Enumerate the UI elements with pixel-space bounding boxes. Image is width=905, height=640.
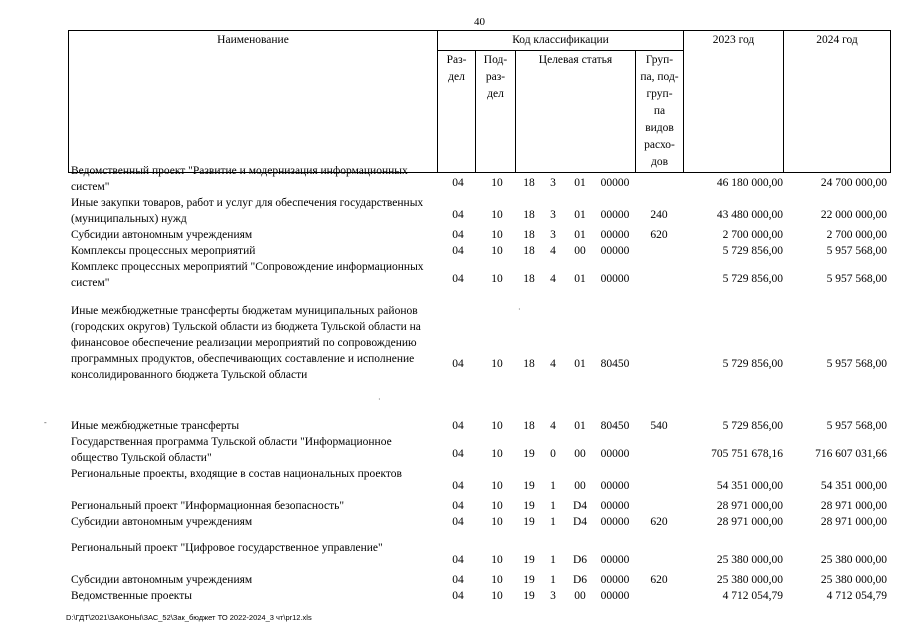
target-code-cell: 18 xyxy=(523,209,535,221)
page-number: 40 xyxy=(474,16,485,28)
section-cell: 04 xyxy=(452,574,464,586)
header-2023: 2023 год xyxy=(684,31,784,173)
section-cell: 04 xyxy=(452,500,464,512)
amount-2024-cell: 5 957 568,00 xyxy=(826,358,887,370)
subsection-cell: 10 xyxy=(491,358,503,370)
table-row xyxy=(68,514,892,530)
target-code-cell: 19 xyxy=(523,554,535,566)
section-cell: 04 xyxy=(452,229,464,241)
row-name: Комплексы процессных мероприятий xyxy=(71,245,256,257)
amount-2024-cell: 716 607 031,66 xyxy=(815,448,887,460)
target-code-cell: 1 xyxy=(550,480,556,492)
target-code-cell: 00000 xyxy=(600,480,630,492)
target-code-cell: D6 xyxy=(572,574,588,586)
row-name: Региональный проект "Цифровое государственное управление" xyxy=(71,542,383,554)
table-row xyxy=(68,540,892,572)
amount-2024-cell: 5 957 568,00 xyxy=(826,273,887,285)
row-name: Субсидии автономным учреждениям xyxy=(71,574,253,586)
table-row xyxy=(68,434,892,466)
amount-2023-cell: 4 712 054,79 xyxy=(722,590,783,602)
target-code-cell: 0 xyxy=(550,448,556,460)
section-cell: 04 xyxy=(452,516,464,528)
subsection-cell: 10 xyxy=(491,273,503,285)
amount-2024-cell: 5 957 568,00 xyxy=(826,245,887,257)
target-code-cell: 01 xyxy=(574,273,586,285)
amount-2024-cell: 2 700 000,00 xyxy=(826,229,887,241)
amount-2023-cell: 28 971 000,00 xyxy=(716,516,783,528)
amount-2024-cell: 28 971 000,00 xyxy=(820,516,887,528)
target-code-cell: 3 xyxy=(550,177,556,189)
target-code-cell: 00000 xyxy=(600,554,630,566)
target-code-cell: 00000 xyxy=(600,574,630,586)
target-code-cell: 00000 xyxy=(600,448,630,460)
row-name: Субсидии автономным учреждениям xyxy=(71,516,253,528)
row-name: Иные закупки товаров, работ и услуг для обеспечения государственных (муниципальных) нужд xyxy=(71,197,424,225)
header-section: Раз- дел xyxy=(438,51,476,173)
subsection-cell: 10 xyxy=(491,420,503,432)
section-cell: 04 xyxy=(452,177,464,189)
header-group: Груп- па, под- груп- па видов расхо- дов xyxy=(636,51,684,173)
subsection-cell: 10 xyxy=(491,229,503,241)
subsection-cell: 10 xyxy=(491,516,503,528)
amount-2024-cell: 24 700 000,00 xyxy=(820,177,887,189)
amount-2024-cell: 25 380 000,00 xyxy=(820,554,887,566)
target-code-cell: 4 xyxy=(550,420,556,432)
amount-2023-cell: 5 729 856,00 xyxy=(722,420,783,432)
target-code-cell: 00 xyxy=(574,245,586,257)
subsection-cell: 10 xyxy=(491,590,503,602)
target-code-cell: 80450 xyxy=(600,420,630,432)
amount-2023-cell: 54 351 000,00 xyxy=(716,480,783,492)
section-cell: 04 xyxy=(452,273,464,285)
amount-2023-cell: 705 751 678,16 xyxy=(711,448,783,460)
table-row xyxy=(68,259,892,291)
amount-2024-cell: 5 957 568,00 xyxy=(826,420,887,432)
target-code-cell: 1 xyxy=(550,554,556,566)
target-code-cell: 19 xyxy=(523,480,535,492)
scan-speck: - xyxy=(44,418,47,427)
target-code-cell: 00 xyxy=(574,590,586,602)
target-code-cell: 19 xyxy=(523,516,535,528)
section-cell: 04 xyxy=(452,245,464,257)
target-code-cell: 3 xyxy=(550,590,556,602)
row-name: Иные межбюджетные трансферты xyxy=(71,420,240,432)
row-name: Иные межбюджетные трансферты бюджетам муниципальных районов (городских округов) Тульской области из бюджета Тульской области на финансовое обеспечение реализации мероприятий по сопровождению программных продуктов, обеспечивающих составление и исполнение консолидированного бюджета Тульской области xyxy=(71,305,421,381)
table-row xyxy=(68,227,892,243)
target-code-cell: 18 xyxy=(523,177,535,189)
subsection-cell: 10 xyxy=(491,245,503,257)
target-code-cell: 80450 xyxy=(600,358,630,370)
header-subsection: Под- раз- дел xyxy=(476,51,516,173)
section-cell: 04 xyxy=(452,590,464,602)
subsection-cell: 10 xyxy=(491,554,503,566)
table-row xyxy=(68,243,892,259)
section-cell: 04 xyxy=(452,480,464,492)
expense-group-cell: 620 xyxy=(650,574,668,586)
target-code-cell: 18 xyxy=(523,229,535,241)
target-code-cell: D4 xyxy=(572,516,588,528)
table-row xyxy=(68,303,892,416)
target-code-cell: 00 xyxy=(574,448,586,460)
target-code-cell: 01 xyxy=(574,177,586,189)
subsection-cell: 10 xyxy=(491,574,503,586)
target-code-cell: 00 xyxy=(574,480,586,492)
target-code-cell: 01 xyxy=(574,358,586,370)
row-name: Субсидии автономным учреждениям xyxy=(71,229,253,241)
subsection-cell: 10 xyxy=(491,480,503,492)
expense-group-cell: 240 xyxy=(650,209,668,221)
table-row xyxy=(68,588,892,604)
target-code-cell: D4 xyxy=(572,500,588,512)
target-code-cell: 3 xyxy=(550,229,556,241)
amount-2024-cell: 28 971 000,00 xyxy=(820,500,887,512)
amount-2024-cell: 25 380 000,00 xyxy=(820,574,887,586)
section-cell: 04 xyxy=(452,448,464,460)
target-code-cell: 18 xyxy=(523,273,535,285)
target-code-cell: 1 xyxy=(550,516,556,528)
target-code-cell: 4 xyxy=(550,273,556,285)
target-code-cell: 00000 xyxy=(600,245,630,257)
target-code-cell: 19 xyxy=(523,448,535,460)
target-code-cell: 19 xyxy=(523,590,535,602)
row-name: Региональные проекты, входящие в состав национальных проектов xyxy=(71,468,402,480)
expense-group-cell: 540 xyxy=(650,420,668,432)
amount-2023-cell: 5 729 856,00 xyxy=(722,273,783,285)
target-code-cell: 3 xyxy=(550,209,556,221)
target-code-cell: 00000 xyxy=(600,273,630,285)
amount-2023-cell: 2 700 000,00 xyxy=(722,229,783,241)
target-code-cell: 00000 xyxy=(600,500,630,512)
row-name: Комплекс процессных мероприятий "Сопровождение информационных систем" xyxy=(71,261,424,289)
target-code-cell: 00000 xyxy=(600,209,630,221)
amount-2023-cell: 46 180 000,00 xyxy=(716,177,783,189)
target-code-cell: 00000 xyxy=(600,229,630,241)
table-row xyxy=(68,418,892,434)
amount-2023-cell: 5 729 856,00 xyxy=(722,358,783,370)
target-code-cell: 01 xyxy=(574,209,586,221)
amount-2023-cell: 5 729 856,00 xyxy=(722,245,783,257)
target-code-cell: 18 xyxy=(523,420,535,432)
header-2024: 2024 год xyxy=(784,31,891,173)
amount-2024-cell: 22 000 000,00 xyxy=(820,209,887,221)
expense-group-cell: 620 xyxy=(650,229,668,241)
section-cell: 04 xyxy=(452,358,464,370)
target-code-cell: 19 xyxy=(523,500,535,512)
amount-2023-cell: 43 480 000,00 xyxy=(716,209,783,221)
subsection-cell: 10 xyxy=(491,448,503,460)
row-name: Региональный проект "Информационная безопасность" xyxy=(71,500,345,512)
table-header xyxy=(68,30,891,173)
target-code-cell: 1 xyxy=(550,574,556,586)
row-name: Ведомственный проект "Развитие и модернизация информационных систем" xyxy=(71,165,408,193)
target-code-cell: 01 xyxy=(574,420,586,432)
amount-2023-cell: 25 380 000,00 xyxy=(716,554,783,566)
table-row xyxy=(68,466,892,498)
target-code-cell: 00000 xyxy=(600,516,630,528)
amount-2023-cell: 28 971 000,00 xyxy=(716,500,783,512)
scan-speck: · xyxy=(518,305,521,314)
row-name: Государственная программа Тульской области "Информационное общество Тульской области" xyxy=(71,436,392,464)
subsection-cell: 10 xyxy=(491,209,503,221)
target-code-cell: D6 xyxy=(572,554,588,566)
target-code-cell: 19 xyxy=(523,574,535,586)
target-code-cell: 00000 xyxy=(600,590,630,602)
target-code-cell: 18 xyxy=(523,358,535,370)
header-name: Наименование xyxy=(69,31,438,173)
header-code: Код классификации xyxy=(438,31,684,51)
section-cell: 04 xyxy=(452,420,464,432)
target-code-cell: 4 xyxy=(550,358,556,370)
header-target: Целевая статья xyxy=(516,51,636,173)
target-code-cell: 18 xyxy=(523,245,535,257)
table-row xyxy=(68,195,892,227)
expense-group-cell: 620 xyxy=(650,516,668,528)
target-code-cell: 00000 xyxy=(600,177,630,189)
amount-2024-cell: 54 351 000,00 xyxy=(820,480,887,492)
section-cell: 04 xyxy=(452,554,464,566)
section-cell: 04 xyxy=(452,209,464,221)
file-path-footer: D:\ГДТ\2021\ЗАКОНЫ\ЗАС_52\Зак_бюджет ТО 2022-2024_3 чт\pr12.xls xyxy=(66,613,312,622)
target-code-cell: 4 xyxy=(550,245,556,257)
target-code-cell: 1 xyxy=(550,500,556,512)
table-row xyxy=(68,572,892,588)
subsection-cell: 10 xyxy=(491,177,503,189)
table-row xyxy=(68,498,892,514)
amount-2023-cell: 25 380 000,00 xyxy=(716,574,783,586)
scan-speck: · xyxy=(378,395,381,404)
subsection-cell: 10 xyxy=(491,500,503,512)
row-name: Ведомственные проекты xyxy=(71,590,192,602)
target-code-cell: 01 xyxy=(574,229,586,241)
table-row xyxy=(68,163,892,195)
amount-2024-cell: 4 712 054,79 xyxy=(826,590,887,602)
